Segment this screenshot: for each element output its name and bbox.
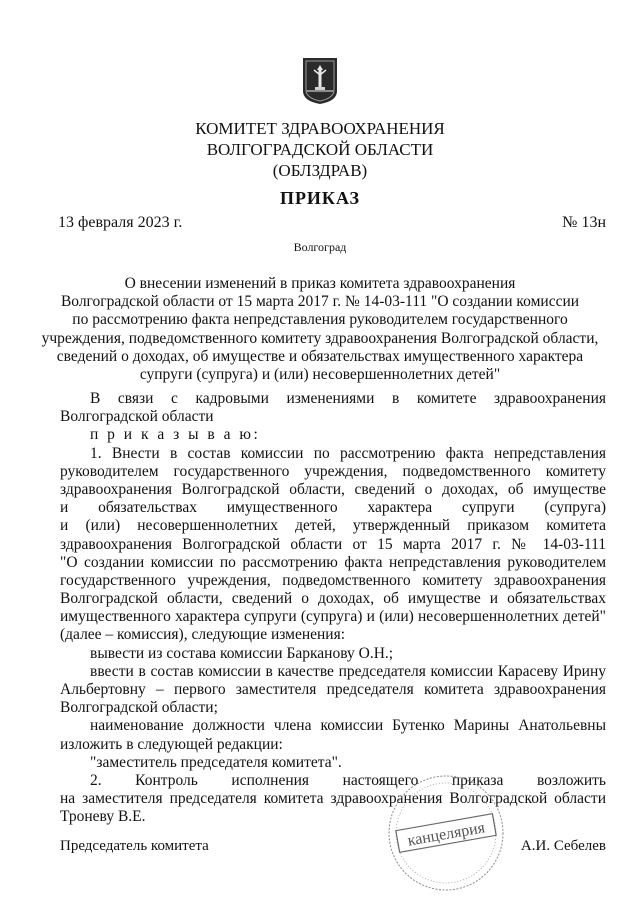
body-line: наименование должности члена комиссии Бутенко Марины Анатольевны (90, 717, 606, 735)
subject-line: супруги (супруга) и (или) несовершеннолетних детей" (139, 366, 501, 384)
body-line: "заместитель председателя комитета". (90, 753, 342, 771)
signer-title: Председатель комитета (60, 838, 209, 854)
stamp-label: канцелярия (406, 819, 487, 850)
committee-line: ВОЛГОГРАДСКОЙ ОБЛАСТИ (206, 140, 434, 159)
coat-of-arms-icon (302, 57, 338, 105)
body-line: В связи с кадровыми изменениями в комитете здравоохранения (90, 390, 606, 407)
body-line: государственного учреждения, подведомственного комитету здравоохранения (60, 571, 606, 589)
committee-line: КОМИТЕТ ЗДРАВООХРАНЕНИЯ (195, 119, 445, 138)
body-line: и обязательствах имущественного характера супруги (супруга) (60, 499, 606, 517)
order-city: Волгоград (293, 240, 347, 254)
body-line: и (или) несовершеннолетних детей, утвержденный приказом комитета (60, 517, 606, 535)
body-line: Троневу В.Е. (60, 808, 146, 826)
body-line: Альбертовну – первого заместителя председателя комитета здравоохранения (60, 681, 606, 698)
committee-line: (ОБЛЗДРАВ) (272, 161, 368, 180)
body-line: здравоохранения Волгоградской области от 15 марта 2017 г. № 14-03-111 (60, 535, 606, 553)
body-line: 2. Контроль исполнения настоящего приказа возложить (90, 771, 606, 789)
body-line: Волгоградской области (60, 408, 214, 426)
order-body (60, 390, 606, 827)
body-line: "О создании комиссии по рассмотрению факта непредставления руководителем (60, 553, 606, 571)
body-line: 1. Внести в состав комиссии по рассмотрению факта непредставления (90, 444, 606, 462)
subject-line: Волгоградской области от 15 марта 2017 г. № 14-03-111 "О создании комиссии (60, 293, 580, 311)
body-line: руководителем государственного учреждения, подведомственного комитету (60, 462, 606, 480)
order-date: 13 февраля 2023 г. (58, 214, 183, 231)
order-title: ПРИКАЗ (279, 188, 361, 208)
body-line: п р и к а з ы в а ю: (90, 426, 261, 444)
order-number: № 13н (562, 214, 606, 231)
body-line: Волгоградской области; (60, 699, 218, 717)
body-line: изложить в следующей редакции: (60, 735, 283, 753)
body-line: здравоохранения Волгоградской области, сведений о доходах, об имуществе (60, 480, 606, 498)
committee-name (0, 118, 640, 181)
subject-line: О внесении изменений в приказ комитета здравоохранения (124, 275, 516, 292)
subject-line: учреждения, подведомственного комитету здравоохранения Волгоградской области, (41, 329, 599, 347)
body-line: имущественного характера супруги (супруга) и (или) несовершеннолетних детей" (60, 608, 606, 626)
subject-line: сведений о доходах, об имуществе и обязательствах имущественного характера (56, 347, 584, 365)
body-line: на заместителя председателя комитета здравоохранения Волгоградской области (60, 790, 606, 808)
body-line: вывести из состава комиссии Барканову О.Н.; (90, 644, 394, 662)
body-line: Волгоградской области, сведений о доходах, об имуществе и обязательствах (60, 590, 606, 608)
order-subject (0, 275, 640, 384)
body-line: (далее – комиссия), следующие изменения: (60, 626, 346, 644)
body-line: ввести в состав комиссии в качестве председателя комиссии Карасеву Ирину (90, 662, 606, 680)
signer-name: А.И. Себелев (520, 838, 606, 854)
subject-line: по рассмотрению факта непредставления руководителем государственного (72, 311, 568, 329)
